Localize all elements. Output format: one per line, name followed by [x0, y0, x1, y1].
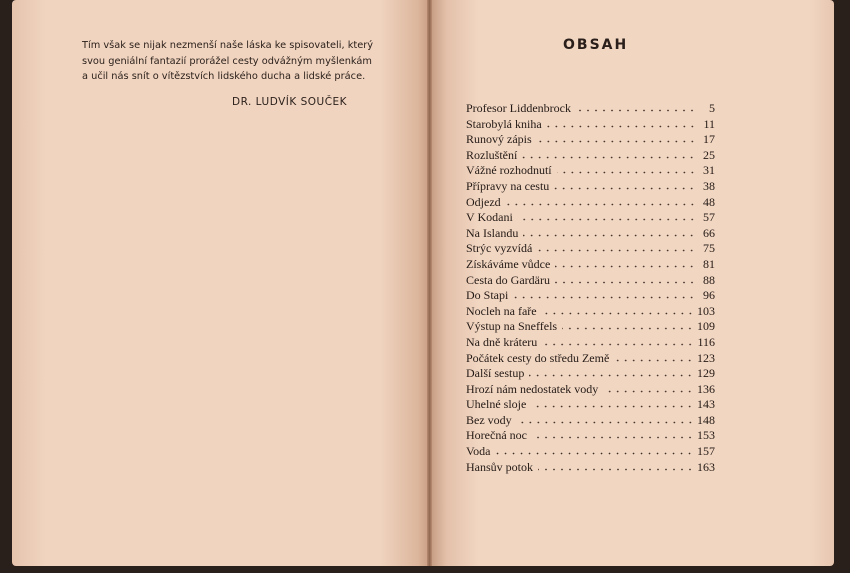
toc-leader-dots: [562, 319, 694, 331]
toc-leader-dots: [532, 428, 694, 440]
book-spine: [427, 0, 432, 566]
toc-entry-title: Strýc vyzvídá: [466, 241, 533, 256]
toc-leader-dots: [506, 195, 696, 207]
toc-entry-page: 109: [697, 319, 715, 334]
toc-entry-title: Starobylá kniha: [466, 116, 542, 131]
toc-entry-page: 148: [697, 412, 715, 427]
toc-entry: [466, 381, 715, 397]
toc-entry: [466, 334, 715, 350]
toc-entry-title: Do Stapi: [466, 288, 509, 303]
toc-leader-dots: [517, 413, 694, 425]
toc-entry: [466, 412, 715, 428]
toc-entry: [466, 116, 715, 132]
author-signature: DR. LUDVÍK SOUČEK: [232, 96, 348, 108]
dedication-line: a učil nás snít o vítězstvích lidského ducha a lidské práce.: [82, 71, 366, 82]
toc-entry: [466, 100, 715, 116]
toc-leader-dots: [603, 382, 694, 394]
toc-leader-dots: [576, 101, 696, 113]
left-page: [12, 0, 430, 566]
toc-title: OBSAH: [563, 37, 629, 53]
toc-leader-dots: [529, 366, 694, 378]
toc-leader-dots: [537, 241, 696, 253]
toc-leader-dots: [531, 397, 694, 409]
toc-leader-dots: [513, 288, 696, 300]
toc-entry: [466, 459, 715, 475]
toc-leader-dots: [555, 273, 696, 285]
toc-leader-dots: [537, 132, 696, 144]
toc-entry: [466, 209, 715, 225]
toc-entry: [466, 365, 715, 381]
toc-entry: [466, 303, 715, 319]
toc-entry-page: 88: [703, 272, 715, 287]
toc-entry-page: 25: [703, 147, 715, 162]
toc-entry-title: Hansův potok: [466, 459, 533, 474]
toc-entry-page: 96: [703, 288, 715, 303]
toc-entry-page: 48: [703, 194, 715, 209]
toc-entry-title: Získáváme vůdce: [466, 256, 551, 271]
toc-entry-page: 57: [703, 210, 715, 225]
toc-entry: [466, 147, 715, 163]
toc-entry-title: Počátek cesty do středu Země: [466, 350, 610, 365]
toc-entry: [466, 225, 715, 241]
toc-entry-page: 136: [697, 381, 715, 396]
toc-entry-title: Další sestup: [466, 366, 525, 381]
toc-entry-title: Přípravy na cestu: [466, 178, 550, 193]
toc-entry-title: Hrozí nám nedostatek vody: [466, 381, 599, 396]
toc-leader-dots: [538, 460, 694, 472]
toc-entry-page: 103: [697, 303, 715, 318]
toc-entry: [466, 287, 715, 303]
toc-leader-dots: [557, 163, 696, 175]
toc-leader-dots: [555, 257, 696, 269]
toc-entry-title: Profesor Liddenbrock: [466, 101, 571, 115]
toc-entry: [466, 240, 715, 256]
toc-entry-title: V Kodani: [466, 210, 513, 225]
table-of-contents: [466, 100, 715, 474]
toc-entry-page: 38: [703, 178, 715, 193]
toc-entry-page: 157: [697, 444, 715, 459]
toc-entry-page: 116: [697, 334, 715, 349]
toc-entry: [466, 443, 715, 459]
toc-leader-dots: [542, 304, 694, 316]
toc-entry-page: 75: [703, 241, 715, 256]
toc-entry-title: Na Islandu: [466, 225, 519, 240]
toc-entry-title: Cesta do Gardäru: [466, 272, 550, 287]
toc-entry: [466, 350, 715, 366]
toc-entry-title: Bez vody: [466, 412, 512, 427]
toc-leader-dots: [554, 179, 696, 191]
toc-entry-title: Na dně kráteru: [466, 334, 538, 349]
toc-entry-title: Výstup na Sneffels: [466, 319, 558, 334]
toc-entry-title: Rozluštění: [466, 147, 518, 162]
toc-entry-title: Odjezd: [466, 194, 501, 209]
toc-entry: [466, 427, 715, 443]
toc-leader-dots: [614, 351, 694, 363]
toc-entry: [466, 318, 715, 334]
toc-entry-page: 123: [697, 350, 715, 365]
toc-entry: [466, 194, 715, 210]
toc-entry: [466, 256, 715, 272]
toc-entry-title: Runový zápis: [466, 132, 532, 147]
toc-entry-title: Horečná noc: [466, 428, 527, 443]
toc-entry-page: 163: [697, 459, 715, 474]
toc-entry: [466, 178, 715, 194]
toc-entry-page: 66: [703, 225, 715, 240]
toc-entry-page: 31: [703, 163, 715, 178]
toc-entry-page: 11: [703, 116, 715, 131]
toc-entry-page: 81: [703, 256, 715, 271]
dedication-paragraph: [82, 38, 394, 85]
toc-entry: [466, 131, 715, 147]
dedication-line: svou geniální fantazií prorážel cesty odvážným myšlenkám: [82, 55, 372, 67]
toc-entry-title: Voda: [466, 444, 491, 459]
toc-leader-dots: [495, 444, 694, 456]
toc-leader-dots: [547, 117, 696, 129]
toc-entry-page: 5: [709, 101, 715, 115]
toc-entry: [466, 162, 715, 178]
toc-leader-dots: [518, 210, 696, 222]
toc-leader-dots: [523, 226, 696, 238]
toc-leader-dots: [522, 148, 696, 160]
toc-entry-title: Nocleh na faře: [466, 303, 537, 318]
toc-entry-page: 143: [697, 397, 715, 412]
toc-entry-page: 129: [697, 366, 715, 381]
toc-entry: [466, 396, 715, 412]
dedication-line: Tím však se nijak nezmenší naše láska ke spisovateli, který: [82, 40, 374, 51]
toc-entry-page: 17: [703, 132, 715, 147]
toc-entry-title: Vážné rozhodnutí: [466, 163, 552, 178]
toc-entry-page: 153: [697, 428, 715, 443]
toc-entry-title: Uhelné sloje: [466, 397, 527, 412]
toc-leader-dots: [542, 335, 694, 347]
toc-entry: [466, 272, 715, 288]
